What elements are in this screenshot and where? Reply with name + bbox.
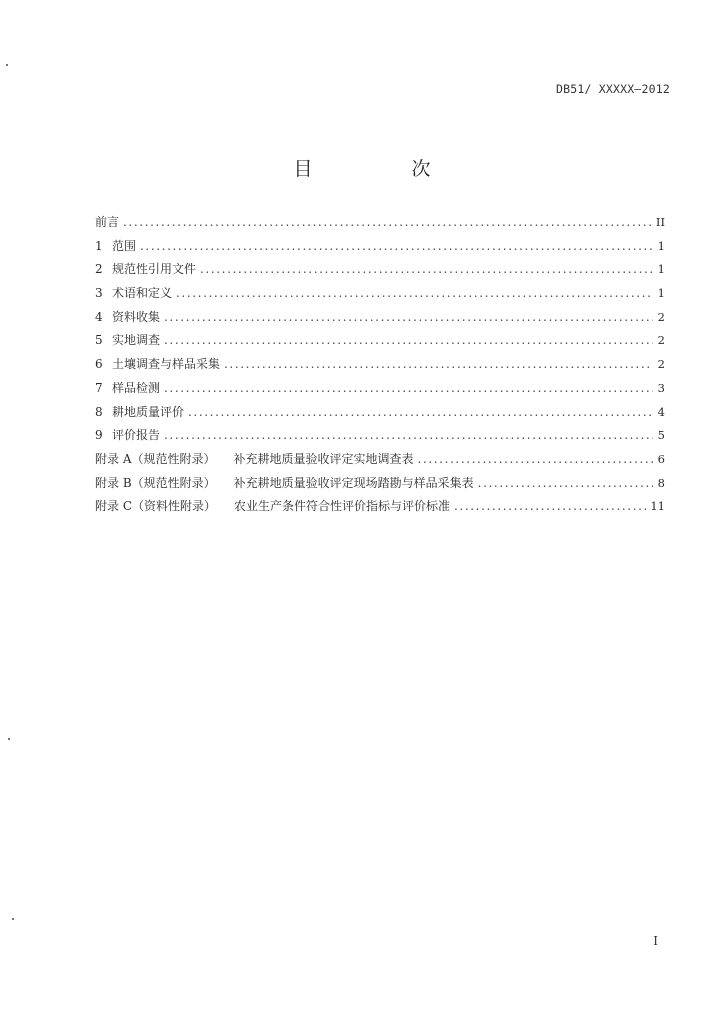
toc-entry-scope[interactable] bbox=[95, 235, 665, 259]
toc-section-number: 1 bbox=[95, 238, 103, 253]
toc-dot-leader bbox=[123, 211, 652, 235]
toc-entry-label: 样品检测 bbox=[112, 380, 161, 395]
table-of-contents bbox=[95, 211, 665, 519]
toc-page-number: 8 bbox=[657, 475, 665, 490]
toc-entry-label: 前言 bbox=[95, 215, 120, 229]
toc-page-number: 3 bbox=[657, 380, 665, 395]
toc-entry-label: 规范性引用文件 bbox=[112, 262, 197, 277]
toc-entry-foreword[interactable] bbox=[95, 211, 665, 235]
toc-dot-leader bbox=[224, 353, 653, 377]
toc-page-number: II bbox=[655, 215, 665, 229]
toc-annex-marker: 附录 C（资料性附录） bbox=[95, 499, 216, 514]
toc-entry-label: 范围 bbox=[112, 238, 137, 253]
toc-entry-label: 土壤调查与样品采集 bbox=[112, 357, 221, 372]
toc-dot-leader bbox=[176, 282, 653, 306]
toc-dot-leader bbox=[418, 448, 654, 472]
toc-dot-leader bbox=[478, 472, 653, 496]
toc-entry-label: 资料收集 bbox=[112, 309, 161, 324]
scan-speck bbox=[6, 64, 8, 66]
page-number: I bbox=[653, 934, 658, 948]
toc-dot-leader bbox=[164, 424, 653, 448]
toc-page-number: 1 bbox=[657, 238, 665, 253]
toc-entry-field-survey[interactable] bbox=[95, 329, 665, 353]
scan-speck bbox=[12, 918, 14, 920]
toc-page-number: 2 bbox=[657, 357, 665, 372]
toc-entry-label: 补充耕地质量验收评定现场踏勘与样品采集表 bbox=[233, 475, 474, 490]
toc-entry-label: 补充耕地质量验收评定实地调查表 bbox=[233, 451, 414, 466]
toc-section-number: 3 bbox=[95, 286, 103, 301]
toc-dot-leader bbox=[454, 495, 646, 519]
toc-dot-leader bbox=[200, 258, 653, 282]
toc-page-number: 4 bbox=[657, 404, 665, 419]
toc-page-number: 5 bbox=[657, 428, 665, 443]
toc-entry-label: 术语和定义 bbox=[112, 286, 173, 301]
toc-page-number: 2 bbox=[657, 333, 665, 348]
toc-section-number: 6 bbox=[95, 357, 103, 372]
toc-section-number: 9 bbox=[95, 428, 103, 443]
toc-dot-leader bbox=[140, 235, 653, 259]
toc-dot-leader bbox=[164, 306, 653, 330]
toc-entry-quality-evaluation[interactable] bbox=[95, 401, 665, 425]
toc-section-number: 5 bbox=[95, 333, 103, 348]
toc-page-number: 1 bbox=[657, 286, 665, 301]
toc-title: 目 次 bbox=[293, 158, 471, 180]
toc-section-number: 8 bbox=[95, 404, 103, 419]
toc-entry-evaluation-report[interactable] bbox=[95, 424, 665, 448]
toc-dot-leader bbox=[164, 329, 653, 353]
toc-annex-marker: 附录 B（规范性附录） bbox=[95, 475, 216, 490]
toc-entry-label: 耕地质量评价 bbox=[112, 404, 185, 419]
toc-page-number: 1 bbox=[657, 262, 665, 277]
toc-entry-data-collection[interactable] bbox=[95, 306, 665, 330]
toc-entry-sample-testing[interactable] bbox=[95, 377, 665, 401]
toc-entry-soil-survey-sampling[interactable] bbox=[95, 353, 665, 377]
toc-dot-leader bbox=[188, 401, 653, 425]
toc-section-number: 2 bbox=[95, 262, 103, 277]
toc-entry-label: 农业生产条件符合性评价指标与评价标准 bbox=[234, 499, 451, 514]
toc-section-number: 4 bbox=[95, 309, 103, 324]
toc-entry-label: 评价报告 bbox=[112, 428, 161, 443]
toc-page-number: 6 bbox=[657, 451, 665, 466]
toc-section-number: 7 bbox=[95, 380, 103, 395]
toc-entry-label: 实地调查 bbox=[112, 333, 161, 348]
toc-dot-leader bbox=[164, 377, 653, 401]
toc-entry-annex-b[interactable] bbox=[95, 472, 665, 496]
toc-page-number: 2 bbox=[657, 309, 665, 324]
scan-speck bbox=[8, 738, 10, 740]
toc-entry-normative-references[interactable] bbox=[95, 258, 665, 282]
toc-annex-marker: 附录 A（规范性附录） bbox=[95, 451, 216, 466]
toc-entry-annex-c[interactable] bbox=[95, 495, 665, 519]
toc-page-number: 11 bbox=[650, 499, 665, 514]
document-code: DB51/ XXXXX—2012 bbox=[556, 82, 670, 96]
toc-entry-annex-a[interactable] bbox=[95, 448, 665, 472]
toc-entry-terms-definitions[interactable] bbox=[95, 282, 665, 306]
